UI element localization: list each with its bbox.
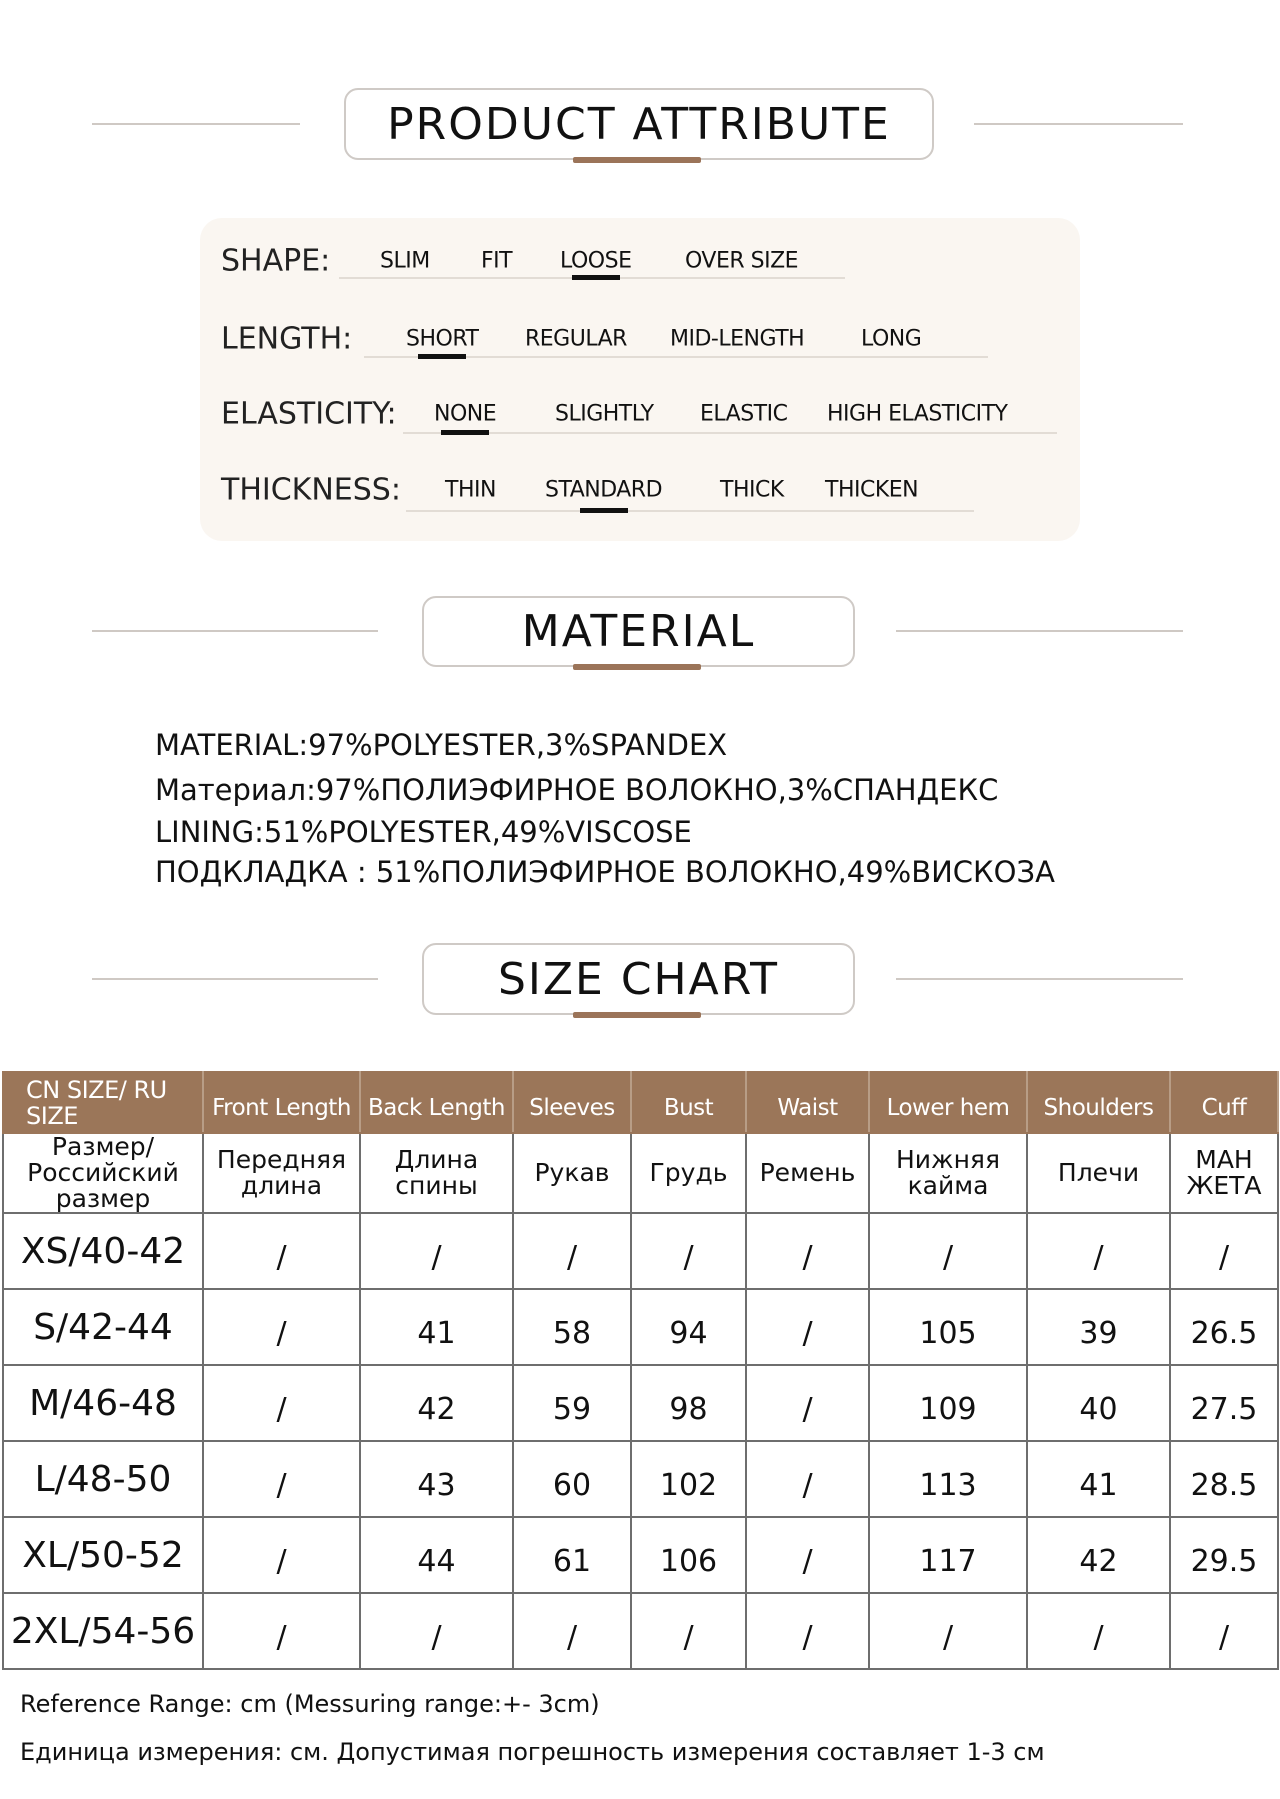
attribute-underline xyxy=(406,510,974,512)
divider-line xyxy=(974,123,1183,125)
attribute-option-selected: STANDARD xyxy=(545,477,663,503)
selected-indicator xyxy=(441,430,489,435)
table-cell: / xyxy=(631,1213,746,1289)
table-cell: / xyxy=(746,1593,869,1669)
table-cell: / xyxy=(1027,1213,1170,1289)
table-cell: Ремень xyxy=(746,1133,869,1213)
title-accent-bar xyxy=(573,157,701,163)
table-cell: / xyxy=(1170,1213,1278,1289)
footer-reference-ru: Единица измерения: см. Допустимая погрешность измерения составляет 1-3 см xyxy=(20,1738,1045,1766)
attribute-option: THICKEN xyxy=(825,477,919,503)
table-header-ru xyxy=(3,1133,1278,1213)
material-line-ru: Материал:97%ПОЛИЭФИРНОЕ ВОЛОКНО,3%СПАНДЕКС xyxy=(155,773,999,807)
title-accent-bar xyxy=(573,664,701,670)
section-title-size-chart: SIZE CHART xyxy=(422,943,855,1015)
table-cell: 58 xyxy=(513,1289,631,1365)
material-line-en: MATERIAL:97%POLYESTER,3%SPANDEX xyxy=(155,728,728,762)
attribute-option: ELASTIC xyxy=(700,401,788,427)
table-cell: / xyxy=(746,1441,869,1517)
table-cell: Грудь xyxy=(631,1133,746,1213)
table-row xyxy=(3,1593,1278,1669)
table-cell: / xyxy=(203,1213,360,1289)
table-row xyxy=(3,1517,1278,1593)
table-cell: 43 xyxy=(360,1441,513,1517)
table-cell: Нижняя кайма xyxy=(869,1133,1027,1213)
table-cell: МАН ЖЕТА xyxy=(1170,1133,1278,1213)
divider-line xyxy=(896,630,1183,632)
table-row xyxy=(3,1441,1278,1517)
table-cell: / xyxy=(746,1289,869,1365)
attribute-option: OVER SIZE xyxy=(685,248,799,274)
table-cell: / xyxy=(203,1289,360,1365)
table-cell: Back Length xyxy=(360,1072,513,1133)
size-cell: S/42-44 xyxy=(3,1289,203,1365)
size-cell: CN SIZE/ RU SIZE xyxy=(3,1072,203,1133)
table-cell: / xyxy=(869,1213,1027,1289)
table-cell: Waist xyxy=(746,1072,869,1133)
table-cell: 102 xyxy=(631,1441,746,1517)
footer-reference-en: Reference Range: cm (Messuring range:+- 3cm) xyxy=(20,1690,600,1718)
attribute-label: THICKNESS: xyxy=(221,472,401,508)
attribute-option-selected: SHORT xyxy=(406,326,479,352)
divider-line xyxy=(896,978,1183,980)
lining-line-ru: ПОДКЛАДКА : 51%ПОЛИЭФИРНОЕ ВОЛОКНО,49%ВИСКОЗА xyxy=(155,855,1055,889)
table-cell: 94 xyxy=(631,1289,746,1365)
table-cell: 60 xyxy=(513,1441,631,1517)
size-cell: XL/50-52 xyxy=(3,1517,203,1593)
table-cell: / xyxy=(746,1517,869,1593)
attribute-label: ELASTICITY: xyxy=(221,396,397,432)
table-cell: Плечи xyxy=(1027,1133,1170,1213)
size-cell: XS/40-42 xyxy=(3,1213,203,1289)
table-cell: 41 xyxy=(360,1289,513,1365)
divider-line xyxy=(92,630,378,632)
attribute-option: LONG xyxy=(861,326,922,352)
section-title-attribute: PRODUCT ATTRIBUTE xyxy=(344,88,934,160)
table-cell: 98 xyxy=(631,1365,746,1441)
selected-indicator xyxy=(580,508,628,513)
table-row xyxy=(3,1365,1278,1441)
table-cell: 41 xyxy=(1027,1441,1170,1517)
table-cell: 42 xyxy=(360,1365,513,1441)
table-cell: 29.5 xyxy=(1170,1517,1278,1593)
title-accent-bar xyxy=(573,1012,701,1018)
table-cell: / xyxy=(746,1365,869,1441)
size-cell: Размер/ Российский размер xyxy=(3,1133,203,1213)
table-cell: / xyxy=(360,1213,513,1289)
attribute-option: REGULAR xyxy=(525,326,627,352)
table-cell: 40 xyxy=(1027,1365,1170,1441)
table-cell: Front Length xyxy=(203,1072,360,1133)
size-cell: L/48-50 xyxy=(3,1441,203,1517)
table-cell: / xyxy=(746,1213,869,1289)
attribute-option-selected: NONE xyxy=(434,401,497,427)
table-cell: Передняя длина xyxy=(203,1133,360,1213)
size-cell: 2XL/54-56 xyxy=(3,1593,203,1669)
attribute-option: HIGH ELASTICITY xyxy=(827,401,1008,427)
selected-indicator xyxy=(572,275,620,280)
size-cell: M/46-48 xyxy=(3,1365,203,1441)
table-cell: / xyxy=(1170,1593,1278,1669)
table-cell: 39 xyxy=(1027,1289,1170,1365)
table-cell: 44 xyxy=(360,1517,513,1593)
table-cell: 106 xyxy=(631,1517,746,1593)
section-title-material: MATERIAL xyxy=(422,596,855,667)
table-cell: 27.5 xyxy=(1170,1365,1278,1441)
divider-line xyxy=(92,123,300,125)
table-cell: Длина спины xyxy=(360,1133,513,1213)
table-cell: 117 xyxy=(869,1517,1027,1593)
table-cell: Bust xyxy=(631,1072,746,1133)
table-cell: / xyxy=(513,1593,631,1669)
table-cell: Shoulders xyxy=(1027,1072,1170,1133)
table-cell: / xyxy=(203,1593,360,1669)
table-cell: 59 xyxy=(513,1365,631,1441)
lining-line-en: LINING:51%POLYESTER,49%VISCOSE xyxy=(155,815,692,849)
table-cell: 113 xyxy=(869,1441,1027,1517)
table-cell: / xyxy=(1027,1593,1170,1669)
attribute-underline xyxy=(403,432,1057,434)
table-cell: / xyxy=(203,1441,360,1517)
attribute-option: SLIM xyxy=(380,248,430,274)
table-cell: 28.5 xyxy=(1170,1441,1278,1517)
attribute-option-selected: LOOSE xyxy=(560,248,632,274)
attribute-option: THICK xyxy=(720,477,784,503)
table-cell: / xyxy=(360,1593,513,1669)
table-cell: / xyxy=(203,1365,360,1441)
selected-indicator xyxy=(418,354,466,359)
table-cell: 109 xyxy=(869,1365,1027,1441)
table-cell: 105 xyxy=(869,1289,1027,1365)
size-chart-table xyxy=(2,1071,1279,1670)
table-cell: / xyxy=(869,1593,1027,1669)
attribute-label: SHAPE: xyxy=(221,243,331,279)
attribute-option: MID-LENGTH xyxy=(670,326,805,352)
table-cell: 26.5 xyxy=(1170,1289,1278,1365)
attribute-option: THIN xyxy=(445,477,496,503)
table-cell: / xyxy=(631,1593,746,1669)
table-header-en xyxy=(3,1072,1278,1133)
table-cell: / xyxy=(513,1213,631,1289)
divider-line xyxy=(92,978,378,980)
attribute-label: LENGTH: xyxy=(221,321,353,357)
table-cell: Lower hem xyxy=(869,1072,1027,1133)
table-cell: / xyxy=(203,1517,360,1593)
attribute-option: FIT xyxy=(481,248,513,274)
table-row xyxy=(3,1289,1278,1365)
attribute-option: SLIGHTLY xyxy=(555,401,654,427)
table-cell: Cuff xyxy=(1170,1072,1278,1133)
table-cell: 42 xyxy=(1027,1517,1170,1593)
table-cell: Sleeves xyxy=(513,1072,631,1133)
table-cell: Рукав xyxy=(513,1133,631,1213)
table-row xyxy=(3,1213,1278,1289)
table-cell: 61 xyxy=(513,1517,631,1593)
